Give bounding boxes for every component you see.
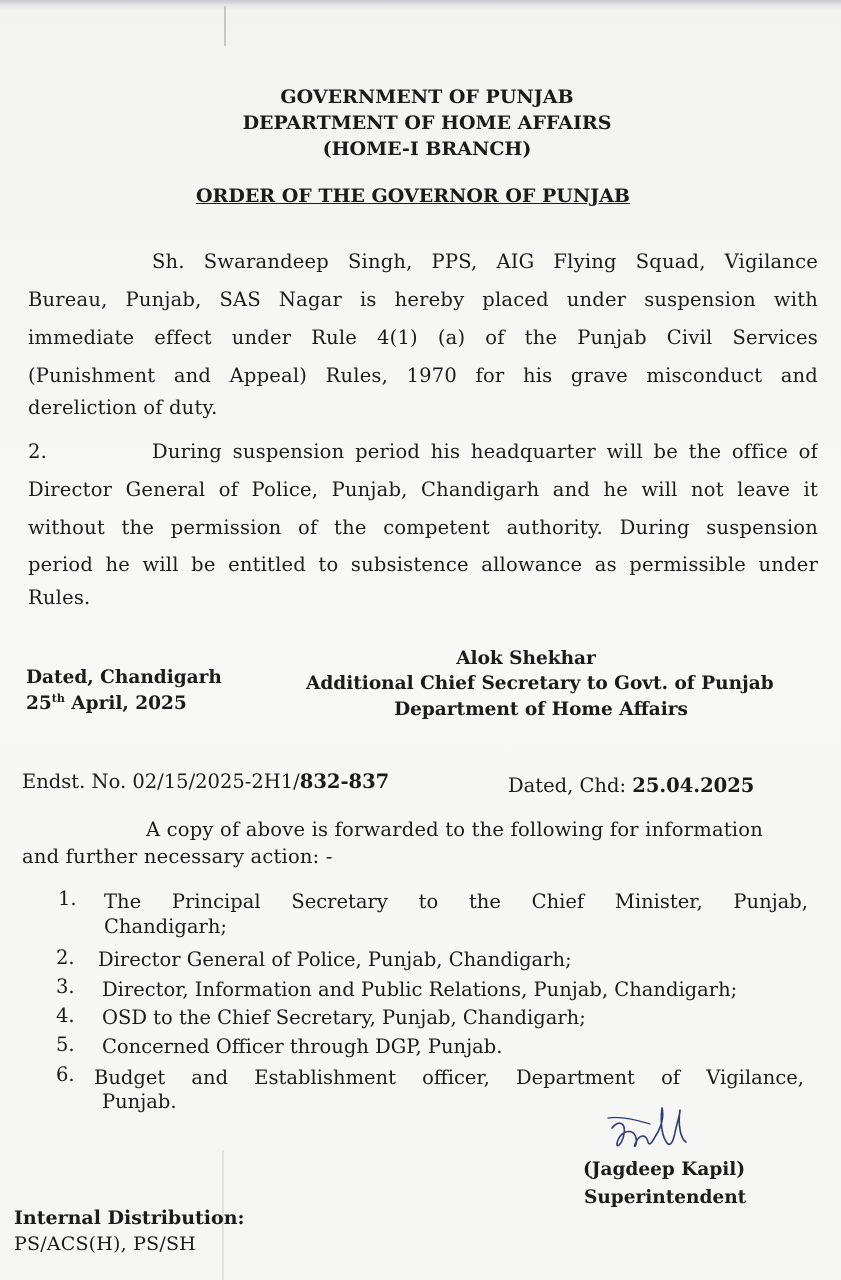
page-top-edge [0,0,841,10]
dated-place: Dated, Chandigarh [26,667,222,688]
endorsement-date [508,774,754,797]
list-item-number: 6. [56,1063,75,1086]
superintendent-name: (Jagdeep Kapil) [583,1159,746,1180]
list-item: Director General of Police, Punjab, Chandigarh; [98,948,572,971]
superintendent-designation: Superintendent [584,1187,747,1208]
list-item: Budget and Establishment officer, Department of Vigilance, [94,1066,804,1089]
para1-line: (Punishment and Appeal) Rules, 1970 for his grave misconduct and [28,364,818,387]
list-item: Director, Information and Public Relations, Punjab, Chandigarh; [102,978,738,1001]
list-item: Punjab. [102,1090,177,1113]
para1-line: dereliction of duty. [28,396,218,419]
list-item-number: 3. [56,975,75,998]
para1-line: immediate effect under Rule 4(1) (a) of the Punjab Civil Services [28,326,818,349]
paper-fold-line [224,6,226,46]
internal-distribution-label: Internal Distribution: [14,1207,245,1229]
header-department: DEPARTMENT OF HOME AFFAIRS [242,112,612,134]
list-item: The Principal Secretary to the Chief Minister, Punjab, [104,890,808,913]
endorsement-range: 832-837 [299,770,390,793]
para2-number: 2. [28,440,48,463]
para2-line: Rules. [28,586,91,609]
dated-day: 25 [26,693,52,715]
para2-line: period he will be entitled to subsistence allowance as permissible under [28,553,818,576]
para2-line: Director General of Police, Punjab, Chandigarh and he will not leave it [28,478,818,501]
dated-date [26,692,187,714]
dated-day-suffix: th [51,692,65,705]
copy-text-line: A copy of above is forwarded to the following for information [146,818,763,841]
endorsement-prefix: Endst. No. 02/15/2025-2H1/ [22,770,300,793]
endorsement-dated-label: Dated, Chd: [508,774,633,797]
list-item: OSD to the Chief Secretary, Punjab, Chandigarh; [102,1006,586,1029]
copy-text-line: and further necessary action: - [22,845,333,868]
endorsement-date-value: 25.04.2025 [632,774,755,797]
endorsement-number [22,770,389,793]
list-item: Concerned Officer through DGP, Punjab. [102,1035,503,1058]
signatory-name: Alok Shekhar [456,648,596,669]
signatory-department: Department of Home Affairs [394,699,688,720]
para2-line: without the permission of the competent authority. During suspension [28,516,818,539]
list-item: Chandigarh; [104,915,227,938]
para1-line: Sh. Swarandeep Singh, PPS, AIG Flying Squad, Vigilance [152,250,818,273]
dated-month-year: April, 2025 [64,693,187,715]
para1-line: Bureau, Punjab, SAS Nagar is hereby placed under suspension with [28,288,818,311]
list-item-number: 5. [56,1033,75,1056]
header-branch: (HOME-I BRANCH) [322,138,532,160]
header-government: GOVERNMENT OF PUNJAB [280,86,574,108]
list-item-number: 4. [56,1004,75,1027]
para2-line: During suspension period his headquarter will be the office of [152,440,818,463]
handwritten-signature [606,1098,696,1160]
list-item-number: 2. [56,946,75,969]
signatory-designation: Additional Chief Secretary to Govt. of Punjab [306,673,774,694]
order-title: ORDER OF THE GOVERNOR OF PUNJAB [196,185,630,207]
internal-distribution-list: PS/ACS(H), PS/SH [14,1233,196,1255]
list-item-number: 1. [58,887,77,910]
